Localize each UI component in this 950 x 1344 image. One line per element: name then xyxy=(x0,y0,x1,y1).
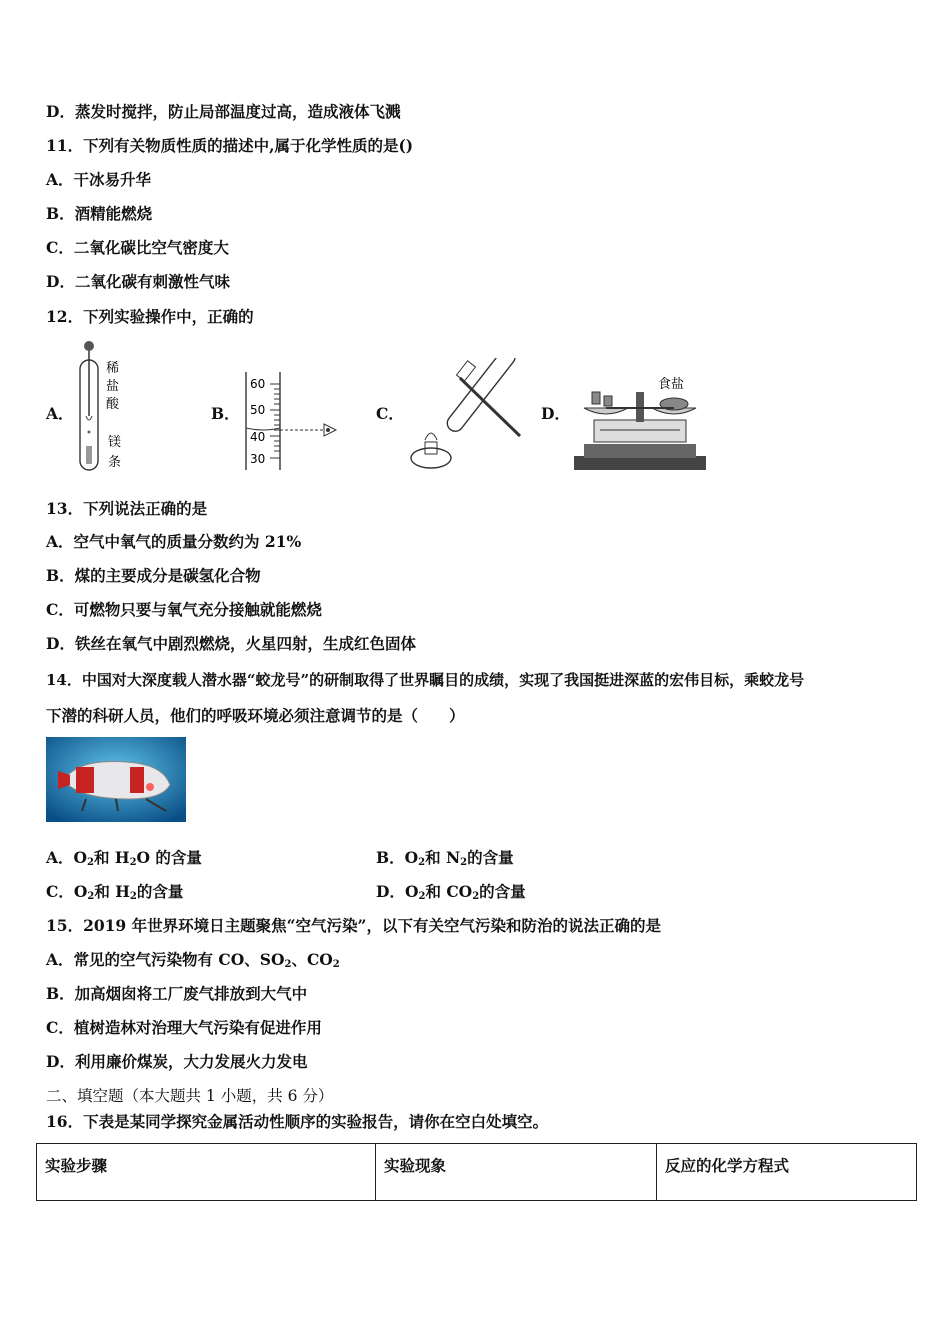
header-cell-steps: 实验步骤 xyxy=(37,1144,376,1201)
q12-figure-a-test-tube xyxy=(68,338,138,476)
q15-option-d xyxy=(46,1052,307,1072)
q11-option-b xyxy=(46,204,152,224)
formula-part: 、CO xyxy=(291,950,333,969)
formula-part: 的含量 xyxy=(479,882,526,901)
q14-option-d xyxy=(376,882,526,907)
q14-option-b xyxy=(376,848,514,873)
option-text: 二氧化碳比空气密度大 xyxy=(73,238,229,257)
formula-part: 的含量 xyxy=(136,882,184,901)
q12-label-c: C． xyxy=(376,404,404,423)
formula-part: O xyxy=(404,848,419,867)
q12-figure-d-balance xyxy=(570,370,710,474)
fig-a-label-4: 镁 xyxy=(108,435,122,450)
option-text: 蒸发时搅拌，防止局部温度过高，造成液体飞溅 xyxy=(74,102,401,121)
experiment-report-table xyxy=(36,1143,917,1201)
option-text: 酒精能燃烧 xyxy=(74,204,153,223)
subscript: 2 xyxy=(129,891,137,902)
option-label: B． xyxy=(46,204,75,223)
formula-part: 和 N xyxy=(425,848,461,867)
balance-salt-label: 食盐 xyxy=(658,377,685,392)
subscript: 2 xyxy=(418,857,426,868)
option-label: A． xyxy=(46,950,74,969)
option-label: D． xyxy=(46,634,75,653)
q11-option-d xyxy=(46,272,230,292)
cylinder-tick-60: 60 xyxy=(250,377,266,391)
q12-figure-c-heating-test-tube xyxy=(405,358,525,474)
q12-label-b: B． xyxy=(211,404,240,423)
option-label: D． xyxy=(376,882,405,901)
q14-stem-line2: 下潜的科研人员，他们的呼吸环境必须注意调节的是（ ） xyxy=(46,706,465,725)
formula-part: 和 H xyxy=(94,848,130,867)
option-text: 加高烟囱将工厂废气排放到大气中 xyxy=(74,984,308,1003)
q12-label-a: A． xyxy=(46,404,74,423)
option-label: B． xyxy=(46,566,75,585)
subscript: 2 xyxy=(129,857,137,868)
option-label: B． xyxy=(376,848,405,867)
cylinder-tick-30: 30 xyxy=(250,452,266,466)
subscript: 2 xyxy=(284,959,292,970)
fig-a-label-5: 条 xyxy=(108,455,122,470)
option-text: 铁丝在氧气中剧烈燃烧，火星四射，生成红色固体 xyxy=(74,634,416,653)
formula-part: 和 CO xyxy=(425,882,473,901)
header-cell-equation: 反应的化学方程式 xyxy=(657,1144,917,1201)
q13-option-d xyxy=(46,634,416,654)
section-2-title: 二、填空题（本大题共 1 小题，共 6 分） xyxy=(46,1087,334,1105)
q12-stem: 12．下列实验操作中，正确的 xyxy=(46,307,254,326)
q11-stem: 11．下列有关物质性质的描述中,属于化学性质的是() xyxy=(46,136,414,155)
subscript: 2 xyxy=(332,959,340,970)
formula-part: O xyxy=(73,882,88,901)
cylinder-tick-50: 50 xyxy=(250,403,266,417)
option-text: 植树造林对治理大气污染有促进作用 xyxy=(73,1018,322,1037)
option-label: C． xyxy=(46,238,74,257)
q11-option-c xyxy=(46,238,229,258)
q13-option-c xyxy=(46,600,322,620)
option-label: A． xyxy=(46,170,74,189)
option-text: 煤的主要成分是碳氢化合物 xyxy=(74,566,261,585)
option-text: 干冰易升华 xyxy=(73,170,152,189)
q15-option-b xyxy=(46,984,307,1004)
option-label: B． xyxy=(46,984,75,1003)
option-text: 二氧化碳有刺激性气味 xyxy=(74,272,230,291)
fig-a-label-3: 酸 xyxy=(106,397,120,412)
subscript: 2 xyxy=(87,891,95,902)
option-label: D． xyxy=(46,102,75,121)
option-text: 空气中氧气的质量分数约为 21% xyxy=(73,532,302,551)
q13-stem: 13．下列说法正确的是 xyxy=(46,499,208,518)
option-label: A． xyxy=(46,848,74,867)
q14-stem-line1: 14．中国对大深度载人潜水器“蛟龙号”的研制取得了世界瞩目的成绩，实现了我国挺进深蓝的宏伟目标，乘蛟龙号 xyxy=(46,671,805,689)
option-label: A． xyxy=(46,532,74,551)
option-label: C． xyxy=(46,1018,74,1037)
fig-a-label-1: 稀 xyxy=(106,361,120,376)
formula-part: 的含量 xyxy=(467,848,514,867)
q13-option-b xyxy=(46,566,261,586)
subscript: 2 xyxy=(87,857,95,868)
q10-option-d xyxy=(46,102,400,122)
formula-part: 和 H xyxy=(94,882,130,901)
q14-option-c xyxy=(46,882,183,907)
q15-option-c xyxy=(46,1018,322,1038)
cylinder-tick-40: 40 xyxy=(250,430,266,444)
jiaolong-submarine-image xyxy=(46,737,186,822)
q14-option-a xyxy=(46,848,202,873)
q11-option-a xyxy=(46,170,151,190)
q12-label-d: D． xyxy=(541,404,570,423)
formula-part: 常见的空气污染物有 CO、SO xyxy=(73,950,285,969)
formula-part: O 的含量 xyxy=(136,848,202,867)
header-cell-phenomena: 实验现象 xyxy=(376,1144,657,1201)
fig-a-label-2: 盐 xyxy=(106,379,120,394)
subscript: 2 xyxy=(418,891,426,902)
option-label: C． xyxy=(46,600,74,619)
q13-option-a xyxy=(46,532,301,552)
option-label: C． xyxy=(46,882,74,901)
subscript: 2 xyxy=(472,891,480,902)
q12-figure-b-graduated-cylinder xyxy=(238,370,343,474)
q15-stem: 15．2019 年世界环境日主题聚焦“空气污染”，以下有关空气污染和防治的说法正确的是 xyxy=(46,916,661,935)
option-text: 利用廉价煤炭，大力发展火力发电 xyxy=(74,1052,308,1071)
q16-stem: 16．下表是某同学探究金属活动性顺序的实验报告，请你在空白处填空。 xyxy=(46,1112,549,1131)
table-header-row xyxy=(37,1144,917,1201)
formula-part: O xyxy=(73,848,88,867)
subscript: 2 xyxy=(460,857,468,868)
option-label: D． xyxy=(46,272,75,291)
formula-part: O xyxy=(404,882,419,901)
q15-option-a xyxy=(46,950,340,975)
option-text: 可燃物只要与氧气充分接触就能燃烧 xyxy=(73,600,322,619)
option-label: D． xyxy=(46,1052,75,1071)
